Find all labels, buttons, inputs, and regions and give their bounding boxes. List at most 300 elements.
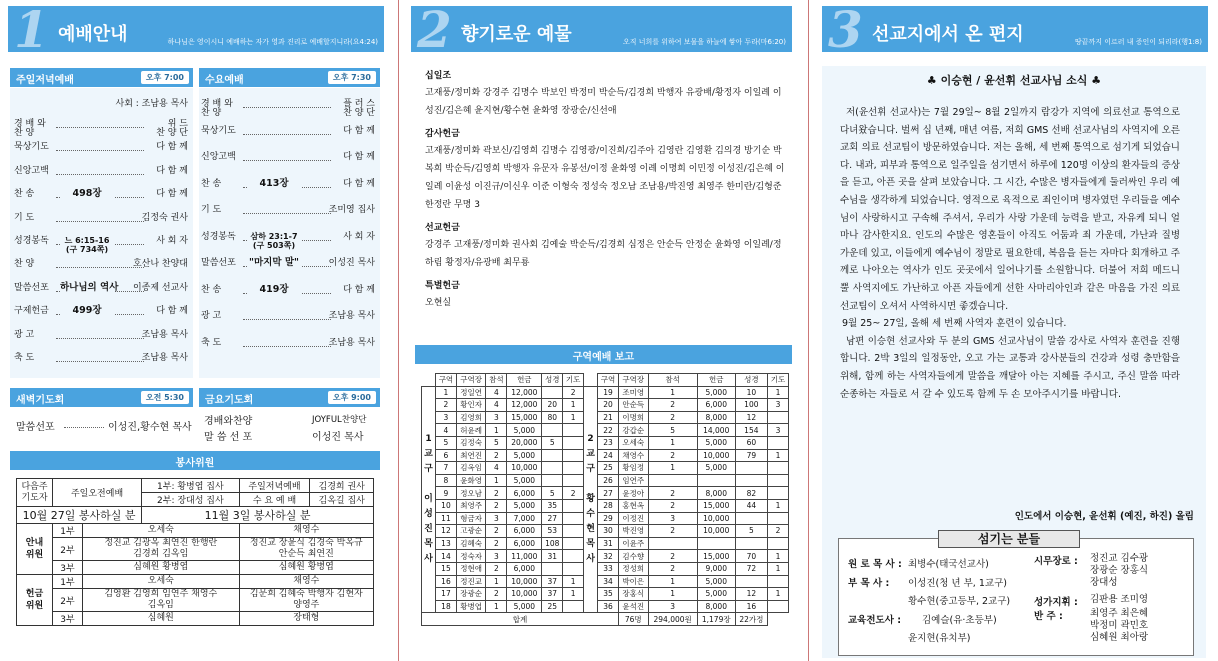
table-cell: 1 — [486, 600, 507, 613]
program-value: 다 함 께 — [343, 284, 375, 295]
table-cell — [767, 575, 788, 588]
program-value: 조남용 목사 — [328, 311, 375, 321]
table-row — [422, 562, 789, 575]
page-divider — [398, 0, 399, 661]
header-letter — [822, 0, 1208, 59]
table-cell: 25 — [542, 600, 563, 613]
friday-key-2: 말 씀 선 포 — [204, 432, 253, 443]
service-names-1: 심혜원 — [83, 612, 240, 626]
table-cell: 5,000 — [697, 575, 735, 588]
program-value: 사 회 자 — [156, 236, 188, 246]
dawn-value: 이성진,황수현 목사 — [108, 422, 192, 433]
table-cell: 정현애 — [456, 562, 486, 575]
program-key: 축 도 — [201, 337, 222, 348]
table-cell: 6 — [436, 449, 457, 462]
table-cell — [542, 562, 563, 575]
table-cell: 19 — [598, 386, 619, 399]
table-cell: 2 — [648, 487, 697, 500]
table-cell: 35 — [598, 588, 619, 601]
service-names-1: 정진교 김광옥 최연진 한행란 김경희 김옥임 — [83, 538, 240, 561]
table-cell: 김혜숙 — [456, 537, 486, 550]
service-part: 2부 — [53, 589, 83, 612]
program-middle: 느 6:15-16 (구 734쪽) — [60, 236, 114, 254]
table-cell: 13 — [436, 537, 457, 550]
table-cell: 윤정아 — [618, 487, 648, 500]
table-cell: 53 — [542, 525, 563, 538]
table-row — [422, 550, 789, 563]
table-cell: 1 — [563, 575, 584, 588]
table-row — [422, 386, 789, 399]
table-cell: 정숙자 — [456, 550, 486, 563]
table-cell — [735, 575, 767, 588]
dawn-key: 말씀선포 — [16, 422, 55, 433]
service-row — [17, 612, 374, 626]
bar-friday — [199, 388, 380, 407]
table-cell: 1 — [563, 588, 584, 601]
table-cell: 5,000 — [697, 462, 735, 475]
table-cell: 2 — [648, 550, 697, 563]
service-names-2: 심혜원 황병엽 — [239, 561, 373, 575]
table-cell: 10,000 — [697, 525, 735, 538]
table-cell: 정성희 — [618, 562, 648, 575]
presider: 사회 : 조남용 목사 — [115, 99, 188, 109]
service-row — [17, 561, 374, 575]
table-cell: 3 — [486, 512, 507, 525]
section-title: 향기로운 예물 — [461, 24, 572, 45]
program-value: 조남용 목사 — [141, 329, 188, 340]
program-value: 다 함 께 — [156, 189, 188, 200]
table-cell: 10 — [735, 386, 767, 399]
table-cell: 1 — [486, 474, 507, 487]
table-cell: 5 — [542, 436, 563, 449]
col-header: 헌금 — [697, 374, 735, 387]
table-cell — [767, 474, 788, 487]
letter-heading: ♣ 이승현 / 윤선휘 선교사님 소식 ♣ — [926, 74, 1102, 87]
table-cell: 34 — [598, 575, 619, 588]
table-cell: 32 — [598, 550, 619, 563]
letter-body — [840, 104, 1180, 403]
program-key: 말씀선포 — [14, 282, 49, 293]
table-cell: 이윤주 — [618, 537, 648, 550]
table-cell: 16 — [436, 575, 457, 588]
table-cell: 10,000 — [697, 449, 735, 462]
section-verse: 오직 너희를 위하여 보물을 하늘에 쌓아 두라(마6:20) — [622, 38, 786, 46]
col-header: 성경 — [735, 374, 767, 387]
offering-names: 고재풍/정미화 강경주 김명수 박보인 박정미 박순득/김경희 박행자 유광배/황정자 이일례 이성진/김은혜 윤지현/황수현 윤화영 장광순/신선애 — [425, 88, 782, 116]
table-cell: 82 — [735, 487, 767, 500]
table-cell: 최연진 — [456, 449, 486, 462]
cell-p4: 김옥길 집사 — [310, 493, 374, 507]
table-cell: 3 — [648, 512, 697, 525]
program-key: 광 고 — [14, 329, 35, 340]
service-names-2: 채영수 — [239, 524, 373, 538]
col-header: 구역장 — [618, 374, 648, 387]
table-cell: 108 — [542, 537, 563, 550]
table-cell: 김수향 — [618, 550, 648, 563]
table-cell: 김옥임 — [456, 462, 486, 475]
table-cell: 5 — [648, 424, 697, 437]
table-cell: 장광순 — [456, 588, 486, 601]
table-cell: 2 — [767, 525, 788, 538]
col-header: 참석 — [648, 374, 697, 387]
table-cell — [563, 512, 584, 525]
table-cell: 18 — [436, 600, 457, 613]
program-middle: 삼하 23:1-7 (구 503쪽) — [247, 232, 301, 250]
server-names: 최영주 최은혜 박정미 곽민호 심혜원 최아랑 — [1090, 608, 1149, 643]
offering-section — [425, 278, 785, 312]
program-middle: 하나님의 역사 — [60, 281, 119, 293]
table-cell — [563, 499, 584, 512]
table-cell — [735, 537, 767, 550]
program-value: 다 함 께 — [343, 152, 375, 162]
table-cell: 3 — [648, 600, 697, 613]
bar-time: 오후 7:00 — [141, 71, 189, 84]
server-names: 김판용 조미영 — [1090, 594, 1149, 605]
table-cell: 1 — [767, 386, 788, 399]
table-cell: 31 — [542, 550, 563, 563]
table-cell: 장홍식 — [618, 588, 648, 601]
table-cell: 박이은 — [618, 575, 648, 588]
table-cell: 15,000 — [507, 411, 542, 424]
col-header: 구역 — [436, 374, 457, 387]
group-label-1: 1 교 구 이 성 진 목 사 — [422, 386, 436, 613]
table-row — [422, 462, 789, 475]
offering-heading: 십일조 — [425, 71, 452, 81]
table-cell: 1 — [767, 562, 788, 575]
program-value: 다 함 께 — [156, 165, 188, 176]
table-cell — [563, 462, 584, 475]
table-cell: 26 — [598, 474, 619, 487]
section-title: 예배안내 — [58, 24, 128, 45]
service-names-1: 김영환 김영희 임연주 채영수 김옥임 — [83, 589, 240, 612]
table-cell — [767, 462, 788, 475]
table-cell: 임연주 — [618, 474, 648, 487]
service-names-1: 오세숙 — [83, 524, 240, 538]
table-cell: 72 — [735, 562, 767, 575]
table-cell: 2 — [563, 487, 584, 500]
table-cell: 1 — [563, 411, 584, 424]
table-cell: 6,000 — [507, 525, 542, 538]
table-cell: 80 — [542, 411, 563, 424]
table-cell: 60 — [735, 436, 767, 449]
table-cell: 5,000 — [697, 386, 735, 399]
page-divider — [808, 0, 809, 661]
program-value: 조미영 집사 — [328, 205, 375, 215]
server-role: 부 목 사 : — [848, 577, 890, 589]
cell-p3: 김경희 권사 — [310, 479, 374, 493]
program-middle: 413장 — [247, 179, 301, 188]
friday-key-1: 경배와찬양 — [204, 416, 253, 427]
table-cell: 5 — [436, 436, 457, 449]
table-cell: 고광순 — [456, 525, 486, 538]
table-cell: 1 — [436, 386, 457, 399]
table-row — [422, 512, 789, 525]
col-header: 구역 — [598, 374, 619, 387]
table-cell: 정진교 — [456, 575, 486, 588]
table-cell: 10,000 — [507, 575, 542, 588]
offering-names: 오현실 — [425, 298, 452, 308]
table-cell: 황인자 — [456, 399, 486, 412]
table-cell: 정오남 — [456, 487, 486, 500]
table-cell: 이명희 — [618, 411, 648, 424]
table-cell: 김정숙 — [456, 436, 486, 449]
cell-wed: 수 요 예 배 — [239, 493, 310, 507]
service-part: 1부 — [53, 524, 83, 538]
table-cell: 8 — [436, 474, 457, 487]
table-cell: 1 — [648, 575, 697, 588]
server-role: 반 주 : — [1034, 611, 1063, 622]
program-key: 경 배 와 찬 양 — [201, 99, 233, 118]
table-cell: 37 — [542, 588, 563, 601]
table-cell — [563, 537, 584, 550]
program-key: 성경봉독 — [201, 231, 236, 242]
service-names-2: 채영수 — [239, 575, 373, 589]
table-cell: 12,000 — [507, 386, 542, 399]
table-cell: 1 — [767, 449, 788, 462]
table-cell — [648, 474, 697, 487]
table-cell — [542, 449, 563, 462]
service-names-2: 김문희 김혜숙 박행자 김현자 양영주 — [239, 589, 373, 612]
service-names-2: 장태형 — [239, 612, 373, 626]
table-cell: 5 — [542, 487, 563, 500]
table-cell: 윤화영 — [456, 474, 486, 487]
table-row — [422, 588, 789, 601]
table-cell: 10,000 — [507, 462, 542, 475]
section-verse: 땅끝까지 이르러 내 증인이 되리라(행1:8) — [1074, 38, 1202, 46]
table-cell: 5,000 — [697, 588, 735, 601]
table-row — [422, 525, 789, 538]
table-cell — [563, 550, 584, 563]
table-cell: 2 — [486, 537, 507, 550]
table-cell: 채영수 — [618, 449, 648, 462]
table-cell: 1 — [648, 588, 697, 601]
table-row — [422, 499, 789, 512]
table-cell — [735, 474, 767, 487]
table-cell: 2 — [486, 525, 507, 538]
program-key: 찬 송 — [14, 189, 35, 200]
table-cell: 박진영 — [618, 525, 648, 538]
table-cell: 14,000 — [697, 424, 735, 437]
server-names: 최병수(태국선교사) — [908, 559, 989, 570]
letter-paragraph: 9월 25~ 27일, 올해 세 번째 사역자 훈련이 있습니다. — [842, 318, 1067, 330]
server-names: 김예슬(유·초등부) — [922, 614, 997, 626]
table-cell: 12 — [436, 525, 457, 538]
program-key: 찬 송 — [201, 284, 222, 295]
cell-p2: 2부: 장대성 집사 — [142, 493, 239, 507]
bar-wednesday — [199, 68, 380, 87]
table-cell — [767, 436, 788, 449]
table-cell: 25 — [598, 462, 619, 475]
offering-heading: 특별헌금 — [425, 281, 460, 291]
table-row — [422, 436, 789, 449]
col-header: 성경 — [542, 374, 563, 387]
table-cell: 29 — [598, 512, 619, 525]
table-cell: 5 — [735, 525, 767, 538]
table-cell: 11 — [436, 512, 457, 525]
table-cell — [563, 600, 584, 613]
table-cell: 허윤례 — [456, 424, 486, 437]
server-role: 성가지휘 : — [1034, 597, 1078, 608]
bar-district — [415, 345, 792, 364]
service-part: 3부 — [53, 612, 83, 626]
table-row — [422, 411, 789, 424]
section-number: 3 — [828, 0, 863, 59]
table-cell: 윤석진 — [618, 600, 648, 613]
program-middle: 498장 — [60, 189, 114, 198]
section-verse: 하나님은 영이시니 예배하는 자가 영과 진리로 예배할지니라(요4:24) — [167, 38, 378, 46]
table-cell: 2 — [486, 562, 507, 575]
program-middle: 419장 — [247, 285, 301, 294]
section-title: 선교지에서 온 편지 — [872, 24, 1024, 45]
letter-paragraph: 저(윤선휘 선교사)는 7월 29일~ 8월 2일까지 람강가 지역에 의료선교 통역으로 다녀왔습니다. 벌써 십 년째, 매년 여름, 저희 GMS 선배 선교사님의 사역지에 오른 교회 의료 선교팀이 방문하였습니다. 저는 올해, 세 번째 통역으로 섬기게 되었습니다. 내과, 피부과 통역으로 일주일을 섬기면서 하루에 120명 이상의 환자들의 증상을 듣고, 아픈 곳을 살펴 보았습니다. 그 시간, 수많은 병자들에게 둘러싸인 우리 예수님을 생각하게 되었습니다. 영적으로 육적으로 죄인이며 병자였던 우리들을 예수님이 사랑하시고 구속해 주셔서, 우리가 사랑 가운데 능력을 받고, 자유케 되니 얼마나 감사한지요. 인도의 수많은 영혼들이 아직도 어둠과 죄 가운데, 가난과 질병 가운데 있고, 이들에게 예수님이 정말로 필요한데, 복음을 듣는 자마다 회개하고 주께로 나아오는 역사가 인도 곳곳에서 일어나기를 소원합니다. 더불어 저희 메드니뿔 사역지에도 가난하고 아픈 자들에게 선한 사마리아인과 같은 마음을 가진 의료 선교팀이 오셔서 사역하시면 좋겠습니다. — [840, 107, 1180, 312]
table-cell: 14 — [436, 550, 457, 563]
cell-prayer: 다음주 기도자 — [17, 479, 53, 507]
table-row — [422, 487, 789, 500]
table-cell — [767, 411, 788, 424]
table-cell: 1 — [648, 462, 697, 475]
table-cell: 4 — [486, 386, 507, 399]
table-cell: 10,000 — [697, 512, 735, 525]
table-cell: 9 — [436, 487, 457, 500]
table-cell: 2 — [648, 562, 697, 575]
district-table — [421, 373, 789, 626]
header-offerings — [411, 0, 792, 59]
table-cell: 1 — [767, 588, 788, 601]
table-cell: 안순득 — [618, 399, 648, 412]
table-cell — [563, 424, 584, 437]
table-cell: 20,000 — [507, 436, 542, 449]
table-cell: 1 — [486, 575, 507, 588]
table-cell: 20 — [542, 399, 563, 412]
panel-worship-guide — [0, 0, 390, 661]
service-row — [17, 575, 374, 589]
table-cell: 5,000 — [507, 424, 542, 437]
table-cell: 8,000 — [697, 411, 735, 424]
program-key: 기 도 — [14, 212, 35, 223]
bar-time: 오전 5:30 — [141, 391, 189, 404]
table-cell: 오세숙 — [618, 436, 648, 449]
table-cell: 7 — [436, 462, 457, 475]
bar-label: 수요예배 — [205, 75, 244, 86]
table-cell: 5,000 — [507, 499, 542, 512]
col-header: 참석 — [486, 374, 507, 387]
table-cell: 4 — [486, 399, 507, 412]
table-cell: 2 — [486, 588, 507, 601]
service-part: 1부 — [53, 575, 83, 589]
program-key: 묵상기도 — [14, 142, 49, 153]
col-header: 헌금 — [507, 374, 542, 387]
table-cell — [767, 537, 788, 550]
server-names: 황수현(중고등부, 2교구) — [908, 596, 1011, 607]
table-cell — [563, 474, 584, 487]
service-row — [17, 538, 374, 561]
server-names: 윤지현(유치부) — [908, 633, 971, 644]
table-cell: 44 — [735, 499, 767, 512]
panel-missionary-letter — [818, 0, 1218, 661]
table-cell: 6,000 — [507, 562, 542, 575]
table-row — [422, 424, 789, 437]
table-cell: 17 — [436, 588, 457, 601]
table-row — [422, 449, 789, 462]
program-key: 축 도 — [14, 353, 35, 363]
table-cell: 4 — [486, 462, 507, 475]
program-value: 다 함 께 — [343, 178, 375, 189]
program-value: 위 드 찬 양 단 — [156, 119, 188, 138]
table-cell: 11,000 — [507, 550, 542, 563]
letter-paragraph: 남편 이승현 선교사와 두 분의 GMS 선교사님이 말씀 강사로 사역자 훈련을 진행합니다. 2박 3일의 일정동안, 오고 가는 교통과 강사분들의 건강과 성령 충만함을 위해, 함께 하는 사역자들에게 말씀을 깨달아 아는 지혜를 주시고, 주신 말씀 따라 순종하는 자들로 서 갈 수 있도록 함께 두 손 모아주시기를 바랍니다. — [840, 335, 1180, 400]
table-cell: 2 — [486, 449, 507, 462]
program-value: 이종제 선교사 — [132, 282, 188, 293]
table-cell: 1 — [563, 399, 584, 412]
table-cell: 4 — [436, 424, 457, 437]
table-cell: 1 — [486, 424, 507, 437]
program-value: 다 함 께 — [156, 306, 188, 317]
table-cell — [767, 512, 788, 525]
server-role: 원 로 목 사 : — [848, 559, 902, 570]
program-key: 구제헌금 — [14, 306, 49, 317]
offering-heading: 감사헌금 — [425, 129, 460, 139]
service-names-2: 정진교 장윤식 김경숙 박옥규 안순득 최연진 — [239, 538, 373, 561]
table-cell: 2 — [648, 499, 697, 512]
table-cell: 정일연 — [456, 386, 486, 399]
program-value: 조남용 목사 — [328, 337, 375, 348]
total-value: 1,179장 — [697, 613, 735, 626]
table-row — [422, 537, 789, 550]
table-cell: 5,000 — [697, 436, 735, 449]
table-cell: 30 — [598, 525, 619, 538]
bar-label: 금요기도회 — [205, 395, 254, 406]
servers-title: 섬기는 분들 — [938, 530, 1080, 548]
offering-heading: 선교헌금 — [425, 223, 460, 233]
bar-label: 주일저녁예배 — [16, 75, 74, 86]
bar-label: 봉사위원 — [175, 458, 215, 469]
server-names: 이성진(청 년 부, 1교구) — [908, 577, 1007, 589]
bar-label: 새벽기도회 — [16, 395, 65, 406]
service-row — [17, 524, 374, 538]
table-cell: 10,000 — [507, 588, 542, 601]
bar-label: 구역예배 보고 — [572, 352, 635, 363]
cell-sunday-evening: 주일저녁예배 — [239, 479, 310, 493]
group-spacer — [422, 374, 436, 387]
table-cell: 36 — [598, 600, 619, 613]
table-cell: 5,000 — [507, 449, 542, 462]
offering-section — [425, 220, 785, 272]
letter-signature: 인도에서 이승현, 윤선휘 (예진, 하진) 올림 — [1014, 511, 1194, 522]
program-middle: 499장 — [60, 306, 114, 315]
total-value: 76명 — [618, 613, 648, 626]
table-cell: 24 — [598, 449, 619, 462]
cell-sunday-morning: 주일오전예배 — [53, 479, 142, 507]
committee-label: 안내 위원 — [17, 524, 53, 575]
table-cell: 3 — [436, 411, 457, 424]
program-middle: "마지막 말" — [247, 258, 301, 267]
service-names-1: 심혜원 황병엽 — [83, 561, 240, 575]
program-key: 찬 양 — [14, 259, 35, 270]
bar-service — [10, 451, 380, 470]
table-cell: 1 — [648, 436, 697, 449]
table-cell: 1 — [767, 499, 788, 512]
table-cell: 23 — [598, 436, 619, 449]
leader-dots — [64, 427, 104, 428]
header-worship — [8, 0, 384, 59]
table-row — [422, 600, 789, 613]
table-cell — [767, 600, 788, 613]
server-role: 교육전도사 : — [848, 614, 901, 626]
table-cell — [542, 424, 563, 437]
offering-sections — [425, 62, 785, 318]
section-number: 2 — [417, 0, 452, 59]
table-cell: 22 — [598, 424, 619, 437]
